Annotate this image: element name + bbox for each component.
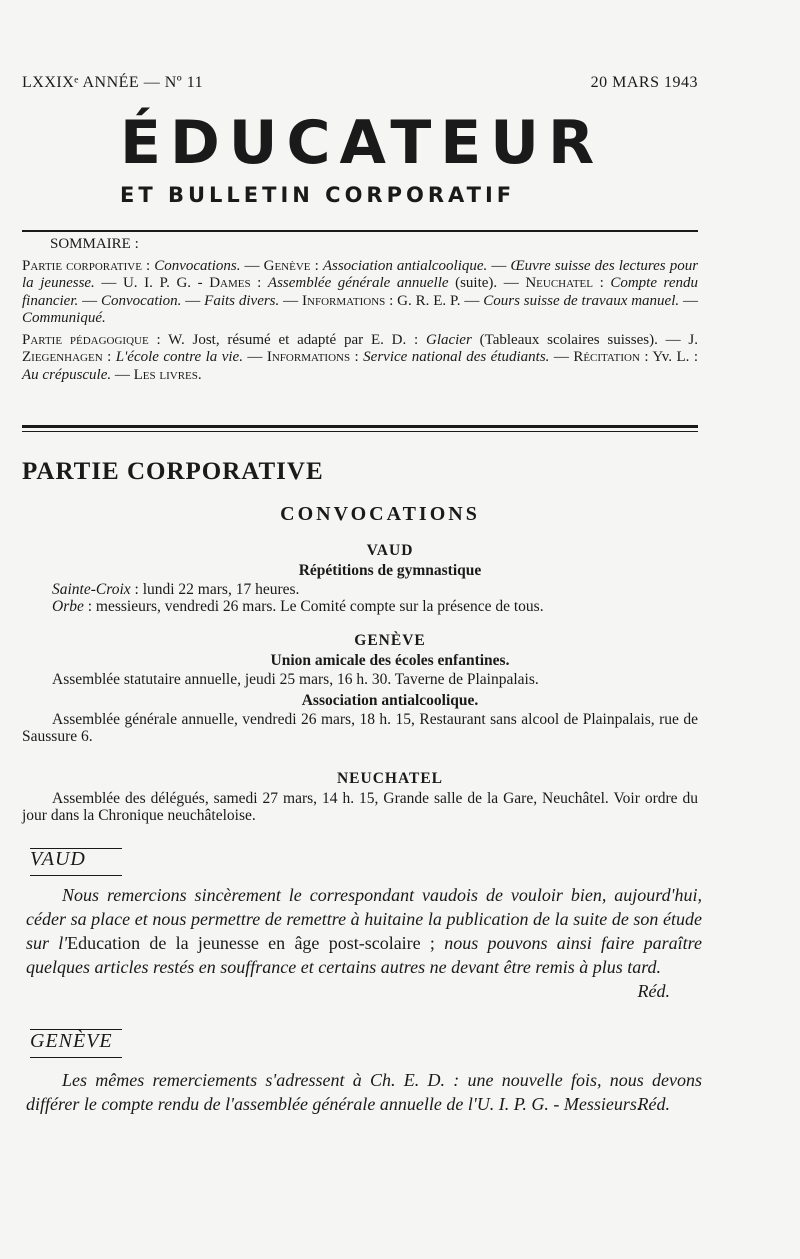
geneve-section-signature: Réd.	[637, 1094, 670, 1114]
vaud-line-1: Sainte-Croix : lundi 22 mars, 17 heures.	[52, 581, 300, 598]
sommaire-corporative: Partie corporative : Convocations. — Genève : Association antialcoolique. — Œuvre suisse des lectures pour la jeunesse. — U. I. P. G. - Dames : Assemblée générale annuelle (suite). — Neuchatel : Compte rendu financier. — Convocation. — Faits divers. — Informations : G. R. E. P. — Cours suisse de travaux manuel. — Communiqué.	[22, 257, 699, 326]
sommaire	[22, 236, 698, 388]
masthead-title: ÉDUCATEUR	[120, 108, 604, 178]
issue-number: LXXIXᵉ ANNÉE — Nº 11	[22, 74, 204, 91]
neuchatel-region: NEUCHATEL	[336, 770, 444, 787]
geneve-section-rule-bottom	[30, 1057, 122, 1058]
neuchatel-convocation	[22, 770, 698, 824]
vaud-section-signature: Réd.	[637, 981, 670, 1001]
vaud-section-rule-bottom	[30, 875, 122, 876]
divider-top	[22, 230, 698, 232]
masthead-subtitle: ET BULLETIN CORPORATIF	[120, 183, 516, 207]
vaud-section-text	[26, 883, 702, 1003]
vaud-line-2: Orbe : messieurs, vendredi 26 mars. Le Comité compte sur la présence de tous.	[52, 598, 544, 615]
vaud-section-label: VAUD	[30, 848, 86, 870]
vaud-event: Répétitions de gymnastique	[298, 562, 482, 579]
geneve-convocation	[22, 632, 698, 745]
geneve-text-1: Assemblée statutaire annuelle, jeudi 25 mars, 16 h. 30. Taverne de Plainpalais.	[52, 671, 539, 688]
vaud-convocation	[22, 542, 698, 615]
vaud-section-paragraph: Nous remercions sincèrement le correspondant vaudois de vouloir bien, aujourd'hui, céder sa place et nous permettre de remettre à huitaine la publication de la suite de son étude sur l'Education de la jeunesse en âge post-scolaire ; nous pouvons ainsi faire paraître quelques articles restés en souffrance et certains autres ne devant être remis à plus tard.	[26, 885, 702, 977]
issue-date: 20 MARS 1943	[590, 74, 698, 91]
geneve-section-label: GENÈVE	[30, 1030, 113, 1052]
geneve-text-2: Assemblée générale annuelle, vendredi 26 mars, 18 h. 15, Restaurant sans alcool de Plainpalais, rue de Saussure 6.	[22, 711, 698, 745]
part-title: PARTIE CORPORATIVE	[22, 458, 324, 485]
geneve-event-2: Association antialcoolique.	[301, 692, 479, 709]
geneve-event-1: Union amicale des écoles enfantines.	[270, 652, 510, 669]
convocations-title: CONVOCATIONS	[280, 503, 480, 525]
vaud-region: VAUD	[366, 542, 414, 559]
divider-double-bottom	[22, 431, 698, 432]
geneve-section-text	[26, 1068, 702, 1116]
divider-double-top	[22, 425, 698, 428]
neuchatel-text: Assemblée des délégués, samedi 27 mars, 14 h. 15, Grande salle de la Gare, Neuchâtel. Voir ordre du jour dans la Chronique neuchâteloise.	[22, 790, 698, 824]
sommaire-pedagogique: Partie pédagogique : W. Jost, résumé et adapté par E. D. : Glacier (Tableaux scolaires suisses). — J. Ziegenhagen : L'école contre la vie. — Informations : Service national des étudiants. — Récitation : Yv. L. : Au crépuscule. — Les livres.	[22, 331, 699, 383]
sommaire-label: SOMMAIRE :	[50, 236, 139, 252]
geneve-section-paragraph: Les mêmes remerciements s'adressent à Ch. E. D. : une nouvelle fois, nous devons différer le compte rendu de l'assemblée générale annuelle de l'U. I. P. G. - Messieurs.	[26, 1070, 702, 1114]
geneve-region: GENÈVE	[354, 632, 426, 649]
